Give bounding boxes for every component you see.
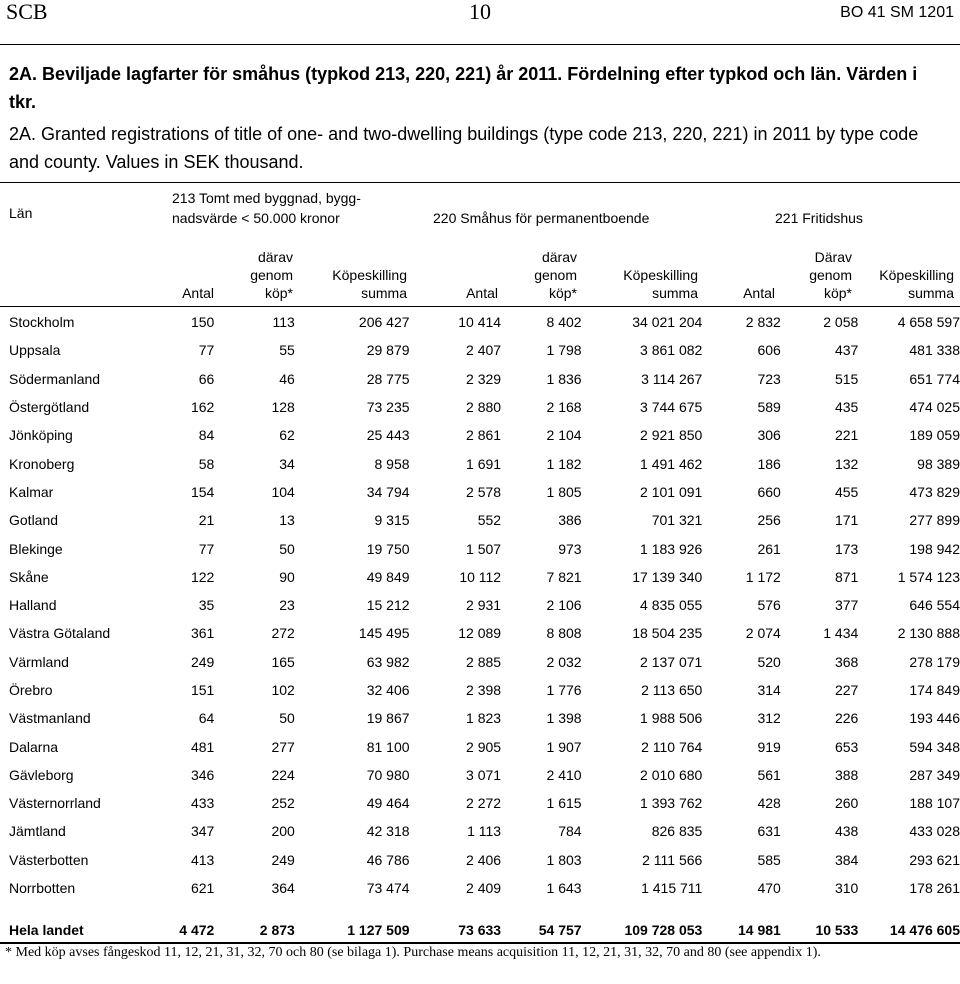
table-cell: 50 (279, 710, 295, 727)
county-name: Södermanland (9, 370, 101, 387)
county-name: Skåne (9, 568, 49, 585)
table-row (0, 648, 960, 676)
table-cell: 2 406 (466, 851, 502, 868)
table-cell: 8 958 (374, 455, 410, 472)
col-darav-213 (250, 248, 293, 302)
table-cell: 151 (190, 682, 215, 698)
table-cell: 77 (198, 540, 215, 557)
table-cell: 198 942 (909, 540, 960, 557)
table-title-swedish: 2A. Beviljade lagfarter för småhus (typkod 213, 220, 221) år 2011. Fördelning efter typkod och län. Värden i tkr. (9, 64, 918, 112)
table-cell: 9 315 (374, 512, 410, 529)
table-cell: 128 (271, 399, 295, 416)
table-cell: 10 112 (459, 568, 502, 585)
table-row (0, 732, 960, 760)
total-cell: 73 633 (458, 922, 502, 939)
table-cell: 73 474 (366, 880, 410, 897)
table-cell: 1 776 (546, 682, 582, 698)
table-cell: 2 885 (466, 653, 502, 670)
table-cell: 594 348 (909, 738, 960, 755)
data-table (0, 308, 960, 944)
table-cell: 561 (757, 766, 781, 783)
county-name: Västra Götaland (9, 625, 111, 642)
col-antal-213: Antal (182, 285, 214, 301)
table-cell: 1 574 123 (897, 568, 960, 585)
table-cell: 2 101 091 (640, 483, 703, 500)
total-row (0, 916, 960, 944)
table-cell: 287 349 (909, 766, 960, 783)
table-cell: 8 402 (546, 314, 582, 331)
table-row (0, 563, 960, 591)
darav-line1: därav (541, 249, 577, 265)
darav-line1: Därav (814, 249, 852, 265)
table-cell: 73 235 (366, 399, 410, 416)
col-kop-220 (623, 266, 698, 302)
county-name: Blekinge (9, 540, 63, 557)
table-cell: 473 829 (909, 483, 960, 500)
table-cell: 277 899 (909, 512, 960, 529)
table-cell: 306 (757, 427, 781, 444)
table-cell: 2 578 (466, 483, 502, 500)
table-cell: 361 (190, 625, 215, 642)
table-cell: 4 658 597 (897, 314, 960, 331)
table-cell: 3 861 082 (640, 342, 703, 359)
table-cell: 386 (558, 512, 582, 529)
table-cell: 2 409 (466, 880, 502, 897)
table-cell: 189 059 (909, 427, 960, 444)
table-cell: 2 329 (466, 370, 502, 387)
group-213-line1: 213 Tomt med byggnad, bygg- (172, 190, 361, 206)
table-cell: 2 110 764 (641, 738, 703, 755)
darav-line2: genom (809, 267, 852, 283)
table-cell: 193 446 (909, 710, 960, 727)
kop-line1: Köpeskilling (623, 267, 698, 283)
table-cell: 15 212 (366, 597, 410, 614)
table-row (0, 619, 960, 647)
table-row (0, 874, 960, 902)
table-cell: 4 835 055 (640, 597, 703, 614)
table-cell: 34 021 204 (632, 314, 703, 331)
table-cell: 1 183 926 (640, 540, 703, 557)
header-rule (0, 44, 960, 45)
col-kop-213 (332, 266, 407, 302)
page-number: 10 (469, 0, 491, 24)
table-cell: 46 (279, 370, 295, 387)
kop-line2: summa (361, 285, 407, 301)
county-header: Län (9, 205, 33, 221)
table-cell: 2 111 566 (642, 851, 703, 868)
table-cell: 90 (279, 568, 295, 585)
table-cell: 437 (834, 342, 859, 359)
table-cell: 50 (279, 540, 295, 557)
col-darav-220 (534, 248, 577, 302)
col-darav-221 (809, 248, 852, 302)
total-cell: 10 533 (815, 922, 859, 939)
table-cell: 2 861 (466, 427, 502, 444)
table-cell: 49 464 (366, 795, 410, 812)
table-cell: 3 744 675 (640, 399, 703, 416)
total-cell: 1 127 509 (347, 922, 410, 939)
table-row (0, 506, 960, 534)
county-name: Örebro (9, 682, 53, 698)
table-cell: 77 (198, 342, 215, 359)
county-name: Värmland (9, 653, 69, 670)
table-cell: 1 507 (466, 540, 502, 557)
header-bottom-rule (0, 306, 960, 307)
table-cell: 589 (757, 399, 781, 416)
table-cell: 154 (190, 483, 215, 500)
table-row (0, 421, 960, 449)
table-row (0, 393, 960, 421)
county-name: Kronoberg (9, 455, 75, 472)
table-cell: 1 907 (546, 738, 582, 755)
darav-line3: köp* (548, 285, 577, 301)
table-cell: 2 880 (466, 399, 502, 416)
kop-line1: Köpeskilling (879, 267, 954, 283)
table-cell: 631 (757, 823, 781, 840)
table-cell: 1 172 (745, 568, 781, 585)
darav-line2: genom (534, 267, 577, 283)
table-cell: 364 (271, 880, 295, 897)
kop-line2: summa (652, 285, 698, 301)
table-cell: 1 805 (546, 483, 582, 500)
table-cell: 64 (198, 710, 215, 727)
table-cell: 34 (279, 455, 295, 472)
table-cell: 34 794 (366, 483, 410, 500)
table-cell: 145 495 (358, 625, 410, 642)
total-cell: 14 981 (738, 922, 781, 939)
table-row (0, 534, 960, 562)
table-cell: 42 318 (366, 823, 410, 840)
county-name: Uppsala (9, 342, 61, 359)
table-cell: 2 272 (466, 795, 502, 812)
table-cell: 81 100 (366, 738, 410, 755)
table-cell: 585 (757, 851, 781, 868)
table-cell: 293 621 (909, 851, 960, 868)
total-cell: 54 757 (538, 922, 582, 939)
table-cell: 377 (834, 597, 859, 614)
table-row (0, 704, 960, 732)
table-cell: 481 338 (909, 342, 960, 359)
county-name: Kalmar (9, 483, 54, 500)
table-cell: 723 (757, 370, 781, 387)
table-cell: 132 (834, 455, 859, 472)
table-cell: 2 137 071 (640, 653, 703, 670)
table-cell: 2 058 (823, 314, 859, 331)
table-cell: 784 (558, 823, 582, 840)
table-cell: 25 443 (366, 427, 410, 444)
table-cell: 433 (190, 795, 215, 812)
table-cell: 660 (757, 483, 781, 500)
table-cell: 277 (271, 738, 295, 755)
table-cell: 2 032 (546, 653, 582, 670)
county-name: Västerbotten (9, 851, 89, 868)
table-cell: 70 980 (366, 766, 410, 783)
county-name: Västernorrland (9, 795, 101, 812)
table-cell: 973 (558, 540, 582, 557)
table-cell: 221 (834, 427, 859, 444)
table-row (0, 789, 960, 817)
table-cell: 29 879 (366, 342, 410, 359)
table-cell: 826 835 (651, 823, 703, 840)
table-cell: 621 (190, 880, 215, 897)
table-cell: 1 988 506 (640, 710, 703, 727)
table-cell: 314 (757, 682, 781, 698)
table-cell: 2 407 (466, 342, 502, 359)
table-cell: 10 414 (458, 314, 502, 331)
table-row (0, 365, 960, 393)
table-top-rule (0, 182, 960, 183)
table-cell: 312 (757, 710, 781, 727)
table-row (0, 336, 960, 364)
table-cell: 162 (190, 399, 215, 416)
table-cell: 3 114 267 (641, 370, 703, 387)
table-cell: 474 025 (909, 399, 960, 416)
county-name: Norrbotten (9, 880, 76, 897)
table-cell: 515 (834, 370, 859, 387)
table-cell: 58 (198, 455, 215, 472)
kop-line2: summa (908, 285, 954, 301)
table-cell: 256 (757, 512, 781, 529)
table-cell: 576 (757, 597, 781, 614)
table-row (0, 591, 960, 619)
county-name: Västmanland (9, 710, 91, 727)
table-cell: 701 321 (651, 512, 703, 529)
table-cell: 227 (834, 682, 859, 698)
kop-line1: Köpeskilling (332, 267, 407, 283)
header-right: BO 41 SM 1201 (840, 4, 954, 21)
table-cell: 186 (757, 455, 781, 472)
total-label: Hela landet (9, 922, 84, 939)
table-cell: 346 (190, 766, 215, 783)
table-cell: 2 104 (546, 427, 582, 444)
table-cell: 1 836 (546, 370, 582, 387)
table-cell: 646 554 (909, 597, 960, 614)
table-cell: 21 (198, 512, 215, 529)
table-cell: 1 113 (467, 823, 502, 840)
table-cell: 651 774 (909, 370, 960, 387)
table-cell: 188 107 (909, 795, 960, 812)
table-cell: 66 (198, 370, 215, 387)
table-cell: 104 (271, 483, 295, 500)
table-cell: 19 750 (366, 540, 410, 557)
table-cell: 368 (834, 653, 859, 670)
table-cell: 252 (271, 795, 295, 812)
county-name: Östergötland (9, 399, 90, 416)
table-cell: 1 691 (466, 455, 502, 472)
table-cell: 171 (834, 512, 859, 529)
table-cell: 2 130 888 (897, 625, 960, 642)
table-cell: 481 (190, 738, 215, 755)
table-row (0, 676, 960, 704)
table-cell: 384 (834, 851, 859, 868)
table-cell: 520 (757, 653, 781, 670)
table-cell: 388 (834, 766, 859, 783)
table-cell: 438 (834, 823, 859, 840)
col-antal-221: Antal (743, 285, 775, 301)
table-cell: 347 (190, 823, 215, 840)
table-cell: 1 823 (466, 710, 502, 727)
darav-line3: köp* (823, 285, 852, 301)
table-cell: 455 (834, 483, 859, 500)
county-name: Gävleborg (9, 766, 74, 783)
table-cell: 19 867 (366, 710, 410, 727)
table-cell: 113 (272, 314, 295, 331)
table-cell: 1 393 762 (640, 795, 703, 812)
table-cell: 871 (834, 568, 859, 585)
table-cell: 46 786 (366, 851, 410, 868)
county-name: Dalarna (9, 738, 59, 755)
table-cell: 428 (757, 795, 781, 812)
table-cell: 32 406 (366, 682, 410, 698)
total-cell: 2 873 (259, 922, 295, 939)
table-cell: 173 (834, 540, 859, 557)
table-row (0, 761, 960, 789)
total-cell: 14 476 605 (889, 922, 960, 939)
table-cell: 2 113 650 (641, 682, 703, 698)
table-cell: 1 798 (546, 342, 582, 359)
table-cell: 653 (834, 738, 859, 755)
county-name: Stockholm (9, 314, 75, 331)
darav-line2: genom (250, 267, 293, 283)
table-cell: 3 071 (466, 766, 502, 783)
table-cell: 178 261 (909, 880, 960, 897)
table-cell: 2 921 850 (640, 427, 703, 444)
table-cell: 470 (757, 880, 781, 897)
county-name: Gotland (9, 512, 59, 529)
table-cell: 8 808 (546, 625, 582, 642)
total-cell: 4 472 (179, 922, 215, 939)
col-antal-220: Antal (466, 285, 498, 301)
table-cell: 174 849 (909, 682, 960, 698)
table-cell: 1 434 (823, 625, 859, 642)
table-cell: 206 427 (358, 314, 410, 331)
table-cell: 249 (271, 851, 295, 868)
table-cell: 55 (279, 342, 295, 359)
darav-line3: köp* (264, 285, 293, 301)
table-cell: 278 179 (909, 653, 960, 670)
county-name: Jämtland (9, 823, 66, 840)
darav-line1: därav (257, 249, 293, 265)
table-cell: 224 (271, 766, 295, 783)
table-cell: 200 (271, 823, 295, 840)
table-cell: 62 (279, 427, 295, 444)
table-cell: 7 821 (546, 568, 582, 585)
table-cell: 606 (757, 342, 781, 359)
county-name: Halland (9, 597, 57, 614)
table-cell: 23 (279, 597, 295, 614)
table-cell: 2 832 (745, 314, 781, 331)
col-kop-221 (879, 266, 954, 302)
table-cell: 12 089 (458, 625, 502, 642)
group-220: 220 Småhus för permanentboende (433, 210, 650, 226)
group-213-line2: nadsvärde < 50.000 kronor (172, 210, 340, 226)
table-cell: 49 849 (366, 568, 410, 585)
table-cell: 165 (271, 653, 295, 670)
table-cell: 17 139 340 (632, 568, 703, 585)
table-cell: 2 106 (546, 597, 582, 614)
table-cell: 413 (190, 851, 215, 868)
table-cell: 226 (834, 710, 859, 727)
table-cell: 2 931 (466, 597, 502, 614)
table-cell: 150 (190, 314, 215, 331)
table-cell: 272 (271, 625, 295, 642)
table-cell: 1 803 (546, 851, 582, 868)
table-cell: 260 (834, 795, 859, 812)
table-cell: 13 (279, 512, 295, 529)
table-cell: 552 (477, 512, 502, 529)
table-row (0, 308, 960, 336)
table-cell: 261 (757, 540, 781, 557)
table-cell: 18 504 235 (632, 625, 703, 642)
table-cell: 98 389 (917, 455, 960, 472)
table-cell: 919 (757, 738, 781, 755)
table-cell: 63 982 (366, 653, 410, 670)
table-cell: 2 168 (546, 399, 582, 416)
table-cell: 1 643 (546, 880, 582, 897)
table-cell: 249 (190, 653, 215, 670)
table-cell: 1 398 (546, 710, 582, 727)
table-cell: 1 615 (546, 795, 582, 812)
table-title-english: 2A. Granted registrations of title of one- and two-dwelling buildings (type code 213, 220, 221) in 2011 by type code and county. Values in SEK thousand. (9, 124, 919, 172)
table-cell: 433 028 (909, 823, 960, 840)
table-cell: 102 (271, 682, 295, 698)
table-cell: 1 182 (546, 455, 582, 472)
table-cell: 35 (198, 597, 215, 614)
footnote: * Med köp avses fångeskod 11, 12, 21, 31, 32, 70 och 80 (se bilaga 1). Purchase means acquisition 11, 12, 21, 31, 32, 70 and 80 (see appendix 1). (5, 945, 821, 960)
table-row (0, 817, 960, 845)
total-cell: 109 728 053 (624, 922, 703, 939)
header-left: SCB (6, 0, 48, 24)
table-cell: 1 491 462 (640, 455, 703, 472)
table-cell: 1 415 711 (641, 880, 703, 897)
table-cell: 2 074 (745, 625, 781, 642)
table-cell: 2 398 (466, 682, 502, 698)
table-cell: 2 010 680 (640, 766, 703, 783)
table-cell: 2 410 (546, 766, 582, 783)
spacer-cell (0, 902, 960, 916)
table-cell: 310 (834, 880, 859, 897)
table-row (0, 478, 960, 506)
table-cell: 2 905 (466, 738, 502, 755)
county-name: Jönköping (9, 427, 73, 444)
table-cell: 28 775 (366, 370, 410, 387)
group-221: 221 Fritidshus (775, 210, 863, 226)
table-cell: 122 (190, 568, 215, 585)
spacer-row (0, 902, 960, 916)
table-row (0, 846, 960, 874)
table-row (0, 449, 960, 477)
table-cell: 435 (834, 399, 859, 416)
table-cell: 84 (198, 427, 215, 444)
